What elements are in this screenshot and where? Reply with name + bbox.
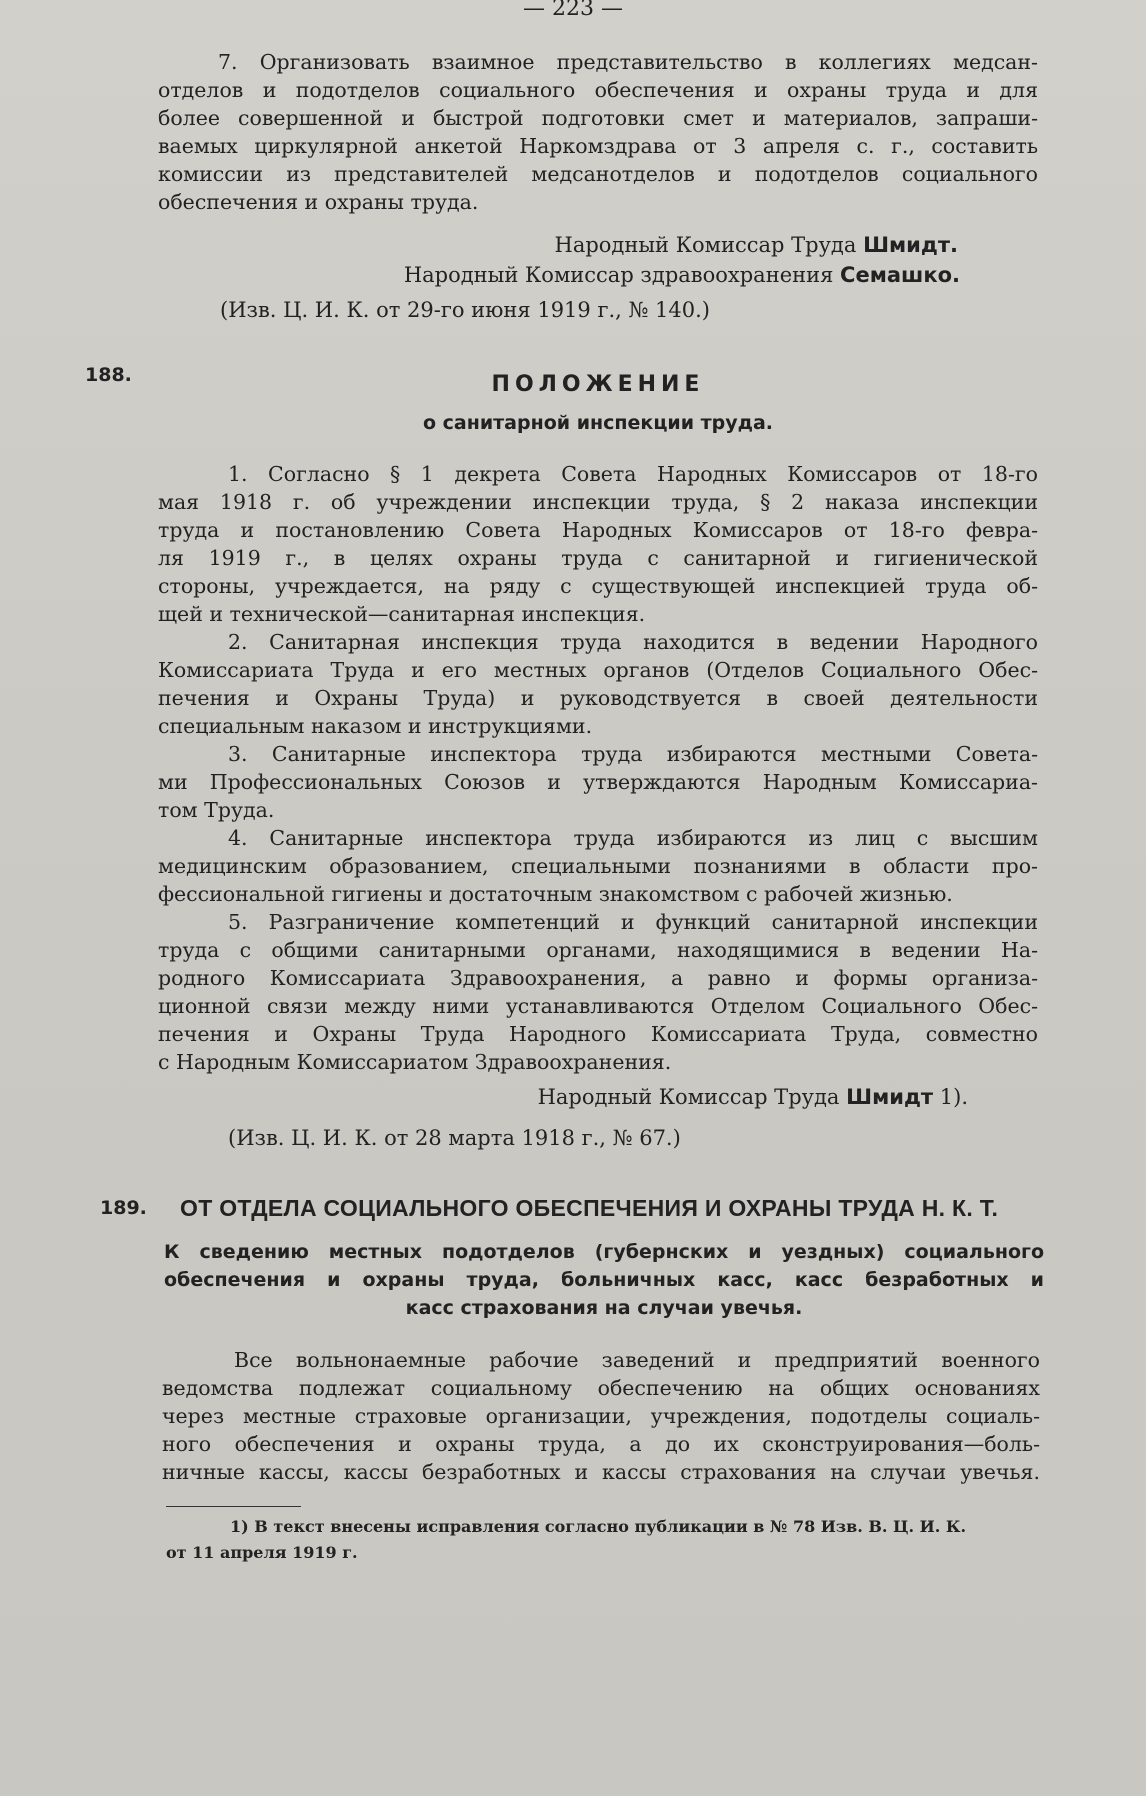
section-title: ПОЛОЖЕНИЕ bbox=[491, 372, 705, 397]
text-line: щей и технической—санитарная инспекция. bbox=[158, 602, 646, 626]
signature-labor-commissar-188 bbox=[158, 1082, 968, 1112]
text-line: ваемых циркулярной анкетой Наркомздрава от 3 апреля с. г., составить bbox=[158, 134, 1038, 158]
signature-name: Семашко. bbox=[840, 263, 960, 287]
footnote bbox=[166, 1514, 1041, 1566]
footnote-line: 1) В текст внесены исправления согласно публикации в № 78 Изв. В. Ц. И. К. bbox=[230, 1517, 967, 1536]
section-note bbox=[164, 1238, 1044, 1322]
text-line: труда и постановлению Совета Народных Комиссаров от 18-го февра- bbox=[158, 518, 1038, 542]
text-line: ционной связи между ними устанавливаются Отделом Социального Обес- bbox=[158, 994, 1038, 1018]
signature-name: Шмидт bbox=[846, 1085, 934, 1109]
signature-title: Народный Комиссар Труда bbox=[537, 1085, 840, 1109]
section-number: 188. bbox=[85, 364, 132, 386]
text-line: Все вольнонаемные рабочие заведений и предприятий военного bbox=[234, 1348, 1040, 1372]
text-line: стороны, учреждается, на ряду с существующей инспекцией труда об- bbox=[158, 574, 1038, 598]
text-line: ничные кассы, кассы безработных и кассы страхования на случаи увечья. bbox=[162, 1460, 1040, 1484]
signature-labor-commissar bbox=[158, 230, 958, 260]
footnote-reference: 1). bbox=[939, 1085, 968, 1109]
text-line: медицинским образованием, специальными познаниями в области про- bbox=[158, 854, 1038, 878]
section-heading: ОТ ОТДЕЛА СОЦИАЛЬНОГО ОБЕСПЕЧЕНИЯ И ОХРАНЫ ТРУДА Н. К. Т. bbox=[180, 1195, 999, 1221]
source-citation: (Изв. Ц. И. К. от 29-го июня 1919 г., № 140.) bbox=[220, 298, 710, 322]
note-line: касс страхования на случаи увечья. bbox=[405, 1297, 803, 1319]
text-line: 5. Разграничение компетенций и функций санитарной инспекции bbox=[228, 910, 1038, 934]
text-line: комиссии из представителей медсанотделов и подотделов социального bbox=[158, 162, 1038, 186]
text-line: 3. Санитарные инспектора труда избираются местными Совета- bbox=[228, 742, 1038, 766]
text-line: труда с общими санитарными органами, находящимися в ведении На- bbox=[158, 938, 1038, 962]
text-line: специальным наказом и инструкциями. bbox=[158, 714, 593, 738]
text-line: ведомства подлежат социальному обеспечению на общих основаниях bbox=[162, 1376, 1040, 1400]
text-line: ля 1919 г., в целях охраны труда с санитарной и гигиенической bbox=[158, 546, 1038, 570]
section-187-paragraph-7 bbox=[158, 48, 1038, 216]
text-line: с Народным Комиссариатом Здравоохранения. bbox=[158, 1050, 672, 1074]
source-citation: (Изв. Ц. И. К. от 28 марта 1918 г., № 67.) bbox=[228, 1126, 681, 1150]
page-number: — 223 — bbox=[523, 0, 623, 21]
text-line: родного Комиссариата Здравоохранения, а равно и формы организа- bbox=[158, 966, 1038, 990]
text-line: 2. Санитарная инспекция труда находится в ведении Народного bbox=[228, 630, 1038, 654]
text-line: том Труда. bbox=[158, 798, 275, 822]
signature-title: Народный Комиссар здравоохранения bbox=[403, 263, 834, 287]
text-line: отделов и подотделов социального обеспечения и охраны труда и для bbox=[158, 78, 1038, 102]
text-line: ми Профессиональных Союзов и утверждаются Народным Комиссариа- bbox=[158, 770, 1038, 794]
text-line: 4. Санитарные инспектора труда избираются из лиц с высшим bbox=[228, 826, 1038, 850]
note-line: К сведению местных подотделов (губернских и уездных) социального bbox=[164, 1241, 1044, 1263]
footnote-divider bbox=[166, 1506, 301, 1507]
section-189-body bbox=[162, 1346, 1040, 1486]
text-line: более совершенной и быстрой подготовки смет и материалов, запраши- bbox=[158, 106, 1038, 130]
signature-name: Шмидт. bbox=[863, 233, 958, 257]
text-line: через местные страховые организации, учреждения, подотделы социаль- bbox=[162, 1404, 1040, 1428]
section-188-paragraphs bbox=[158, 460, 1038, 1076]
section-subtitle: о санитарной инспекции труда. bbox=[422, 412, 774, 434]
text-line: фессиональной гигиены и достаточным знакомством с рабочей жизнью. bbox=[158, 882, 953, 906]
section-number: 189. bbox=[100, 1197, 147, 1219]
text-line: Комиссариата Труда и его местных органов (Отделов Социального Обес- bbox=[158, 658, 1038, 682]
text-line: печения и Охраны Труда) и руководствуется в своей деятельности bbox=[158, 686, 1038, 710]
text-line: обеспечения и охраны труда. bbox=[158, 190, 479, 214]
text-line: мая 1918 г. об учреждении инспекции труда, § 2 наказа инспекции bbox=[158, 490, 1038, 514]
signature-health-commissar bbox=[158, 260, 960, 290]
note-line: обеспечения и охраны труда, больничных касс, касс безработных и bbox=[164, 1269, 1044, 1291]
signature-title: Народный Комиссар Труда bbox=[554, 233, 857, 257]
text-line: ного обеспечения и охраны труда, а до их сконструирования—боль- bbox=[162, 1432, 1040, 1456]
text-line: 1. Согласно § 1 декрета Совета Народных Комиссаров от 18-го bbox=[228, 462, 1038, 486]
text-line: 7. Организовать взаимное представительство в коллегиях медсан- bbox=[218, 50, 1038, 74]
text-line: печения и Охраны Труда Народного Комиссариата Труда, совместно bbox=[158, 1022, 1038, 1046]
footnote-line: от 11 апреля 1919 г. bbox=[166, 1543, 358, 1562]
